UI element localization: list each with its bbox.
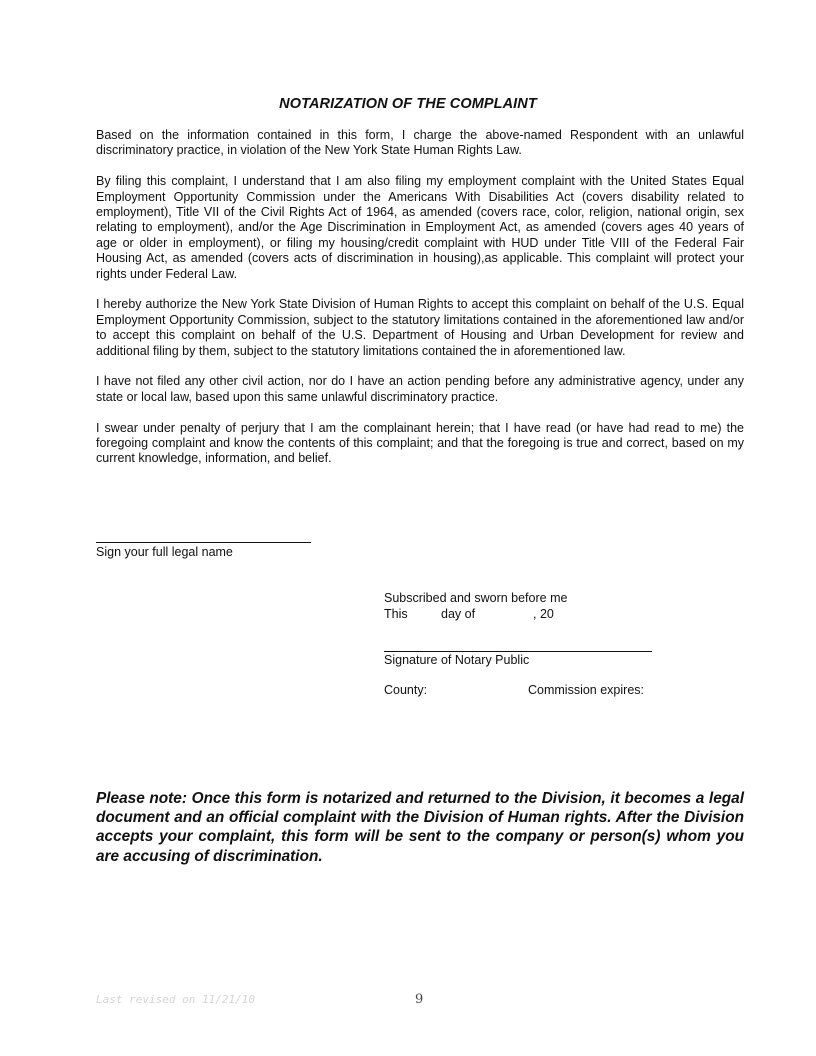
paragraph-perjury-oath: I swear under penalty of perjury that I am the complainant herein; that I have read (or have had read to me) the foregoing complaint and know the contents of this complaint; and that the foregoing is true and correct, based on my current knowledge, information, and belief. <box>96 420 744 466</box>
notary-day-of-label: day of <box>441 607 476 621</box>
commission-expires-label: Commission expires: <box>528 683 645 697</box>
complainant-signature-label: Sign your full legal name <box>96 545 233 559</box>
revision-date: Last revised on 11/21/10 <box>96 993 255 1006</box>
paragraph-federal-filing: By filing this complaint, I understand that I am also filing my employment complaint with the United States Equal Employment Opportunity Commission under the Americans With Disabilities Act (covers disability related to employment), Title VII of the Civil Rights Act of 1964, as amended (covers race, color, religion, national origin, sex relating to employment), and/or the Age Discrimination in Employment Act, as amended (covers ages 40 years of age or older in employment), or filing my housing/credit complaint with HUD under Title VIII of the Federal Fair Housing Act, as amended (covers acts of discrimination in housing),as applicable. This complaint will protect your rights under Federal Law. <box>96 174 744 281</box>
notary-year-label: , 20 <box>533 607 554 621</box>
paragraph-no-other-action: I have not filed any other civil action, nor do I have an action pending before any administrative agency, under any state or local law, based upon this same unlawful discriminatory practice. <box>96 374 744 404</box>
county-label: County: <box>384 683 428 697</box>
complainant-signature-line[interactable] <box>96 542 311 543</box>
notary-subscribed-label: Subscribed and sworn before me <box>384 591 568 605</box>
paragraph-authorization: I hereby authorize the New York State Division of Human Rights to accept this complaint on behalf of the U.S. Equal Employment Opportunity Commission, subject to the statutory limitations contained in the aforementioned law and/or to accept this complaint on behalf of the U.S. Department of Housing and Urban Development for review and additional filing by them, subject to the statutory limitations contained the in aforementioned law. <box>96 297 744 358</box>
body-text <box>96 128 744 482</box>
page-title: NOTARIZATION OF THE COMPLAINT <box>279 96 537 112</box>
paragraph-charge: Based on the information contained in this form, I charge the above-named Respondent with an unlawful discriminatory practice, in violation of the New York State Human Rights Law. <box>96 128 744 158</box>
page-number: 9 <box>415 992 424 1007</box>
notarization-notice: Please note: Once this form is notarized and returned to the Division, it becomes a legal document and an official complaint with the Division of Human rights. After the Division accepts your complaint, this form will be sent to the company or person(s) whom you are accusing of discrimination. <box>96 790 744 865</box>
notary-signature-line[interactable] <box>384 651 652 652</box>
notary-this-label: This <box>384 607 408 621</box>
notary-signature-label: Signature of Notary Public <box>384 653 530 667</box>
